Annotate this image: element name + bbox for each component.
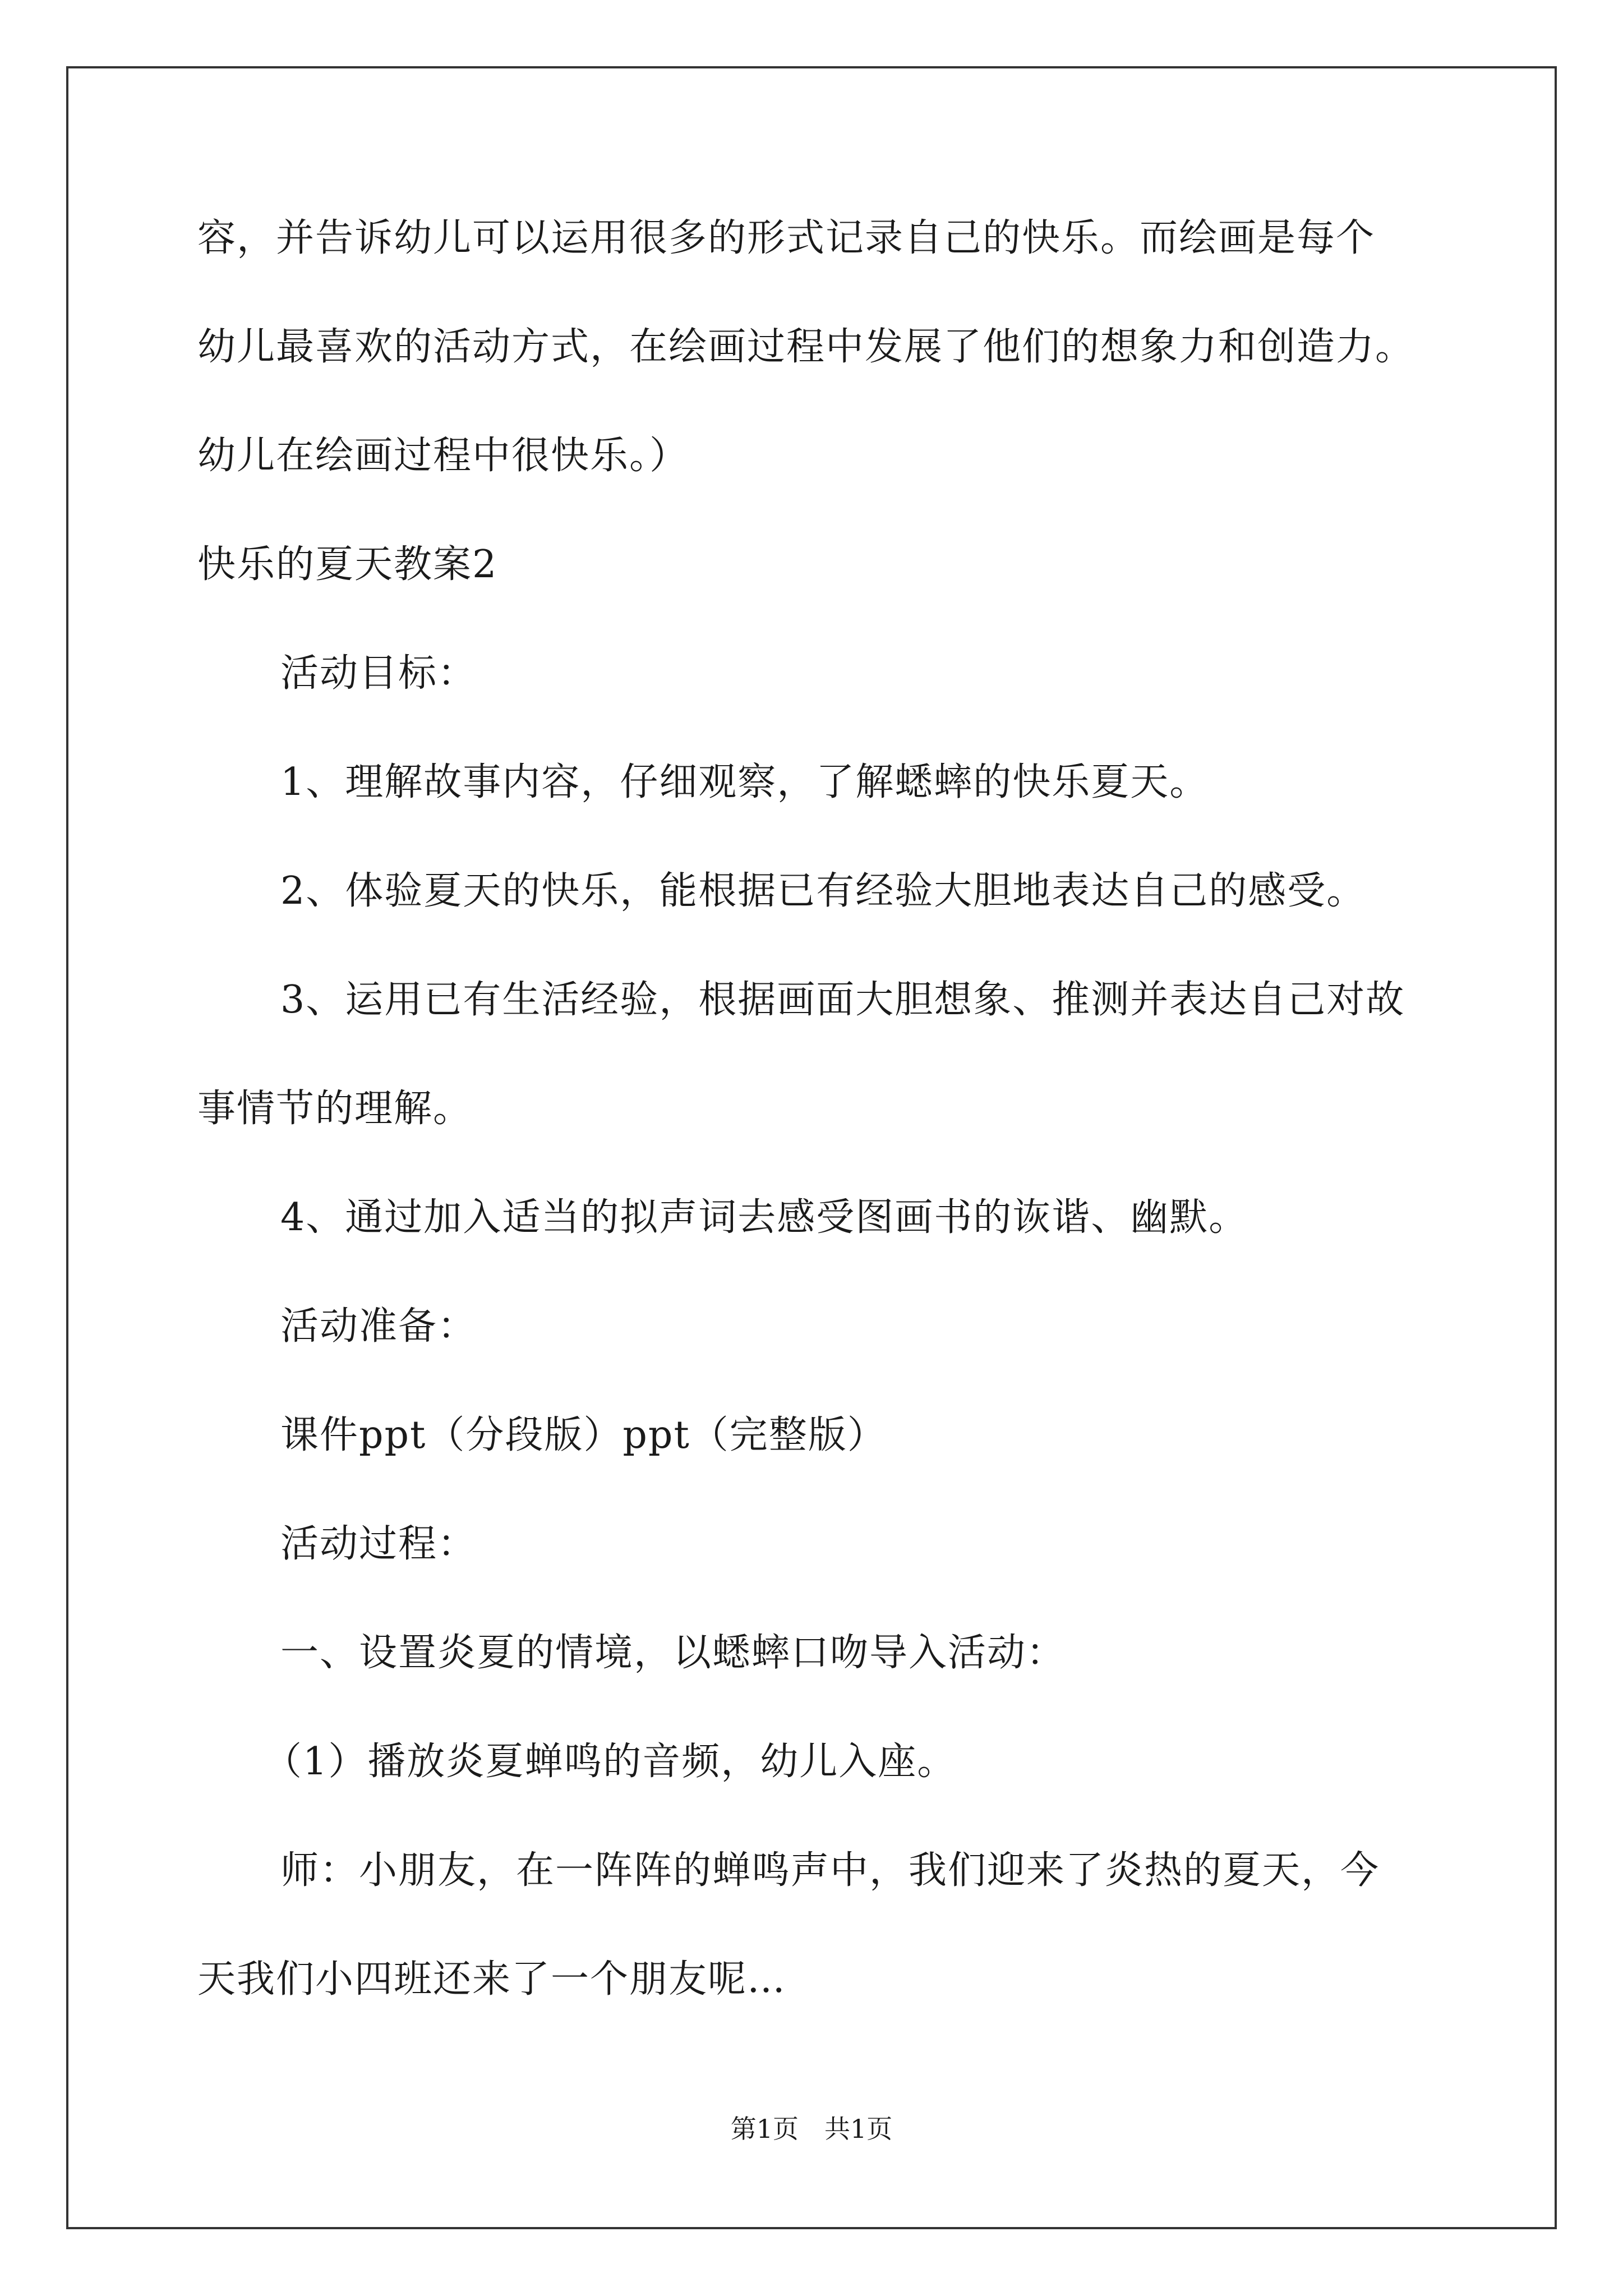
list-item: 1、理解故事内容，仔细观察，了解蟋蟀的快乐夏天。 [280, 760, 1209, 804]
subheading-process: 活动过程： [280, 1522, 477, 1566]
subheading-goals: 活动目标： [280, 651, 477, 696]
paragraph-line: 一、设置炎夏的情境，以蟋蟀口吻导入活动： [280, 1631, 1066, 1675]
page-border [66, 66, 1557, 2229]
paragraph-line: 天我们小四班还来了一个朋友呢… [197, 1957, 787, 2001]
page-footer: 第1页 共1页 [730, 2114, 893, 2144]
list-item: 4、通过加入适当的拟声词去感受图画书的诙谐、幽默。 [280, 1195, 1248, 1240]
paragraph-line: 容，并告诉幼儿可以运用很多的形式记录自己的快乐。而绘画是每个 [197, 216, 1376, 260]
section-heading: 快乐的夏天教案2 [197, 542, 498, 587]
list-item-continued: 事情节的理解。 [197, 1087, 473, 1131]
paragraph-line: 课件ppt（分段版）ppt（完整版） [280, 1413, 887, 1457]
subheading-preparation: 活动准备： [280, 1304, 477, 1349]
paragraph-line: 幼儿最喜欢的活动方式，在绘画过程中发展了他们的想象力和创造力。 [197, 325, 1415, 369]
paragraph-line: 幼儿在绘画过程中很快乐。） [197, 434, 689, 478]
paragraph-line: 师：小朋友，在一阵阵的蝉鸣声中，我们迎来了炎热的夏天，今 [280, 1848, 1380, 1893]
list-item: 2、体验夏天的快乐，能根据已有经验大胆地表达自己的感受。 [280, 869, 1366, 913]
list-item: 3、运用已有生活经验，根据画面大胆想象、推测并表达自己对故 [280, 978, 1405, 1022]
paragraph-line: （1）播放炎夏蝉鸣的音频，幼儿入座。 [264, 1740, 957, 1784]
